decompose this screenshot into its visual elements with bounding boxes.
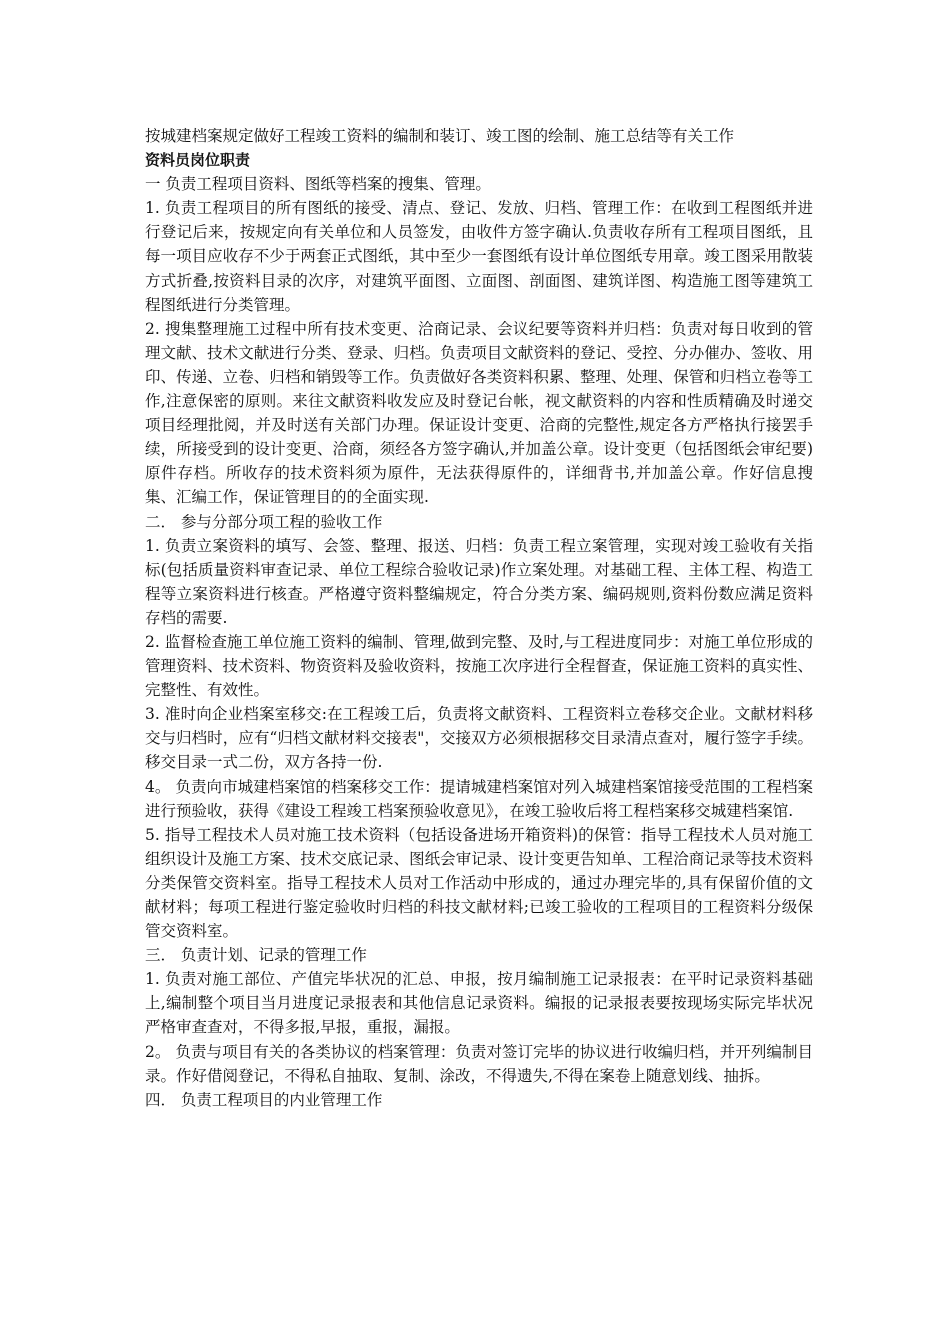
paragraph-1-1: 1. 负责工程项目的所有图纸的接受、清点、登记、发放、归档、管理工作：在收到工程图纸并进行登记后来，按规定向有关单位和人员签发，由收件方签字确认.负责收存所有工程项目图纸，且每一项目应收存不少于两套正式图纸，其中至少一套图纸有设计单位图纸专用章。竣工图采用散装方式折叠,按资料目录的次序，对建筑平面图、立面图、剖面图、建筑详图、构造施工图等建筑工程图纸进行分类管理。 [145,199,813,314]
paragraph-3-2: 2。 负责与项目有关的各类协议的档案管理：负责对签订完毕的协议进行收编归档，并开列编制目录。作好借阅登记，不得私自抽取、复制、涂改，不得遗失,不得在案卷上随意划线、抽拆。 [145,1042,813,1085]
intro-line: 按城建档案规定做好工程竣工资料的编制和装订、竣工图的绘制、施工总结等有关工作 [145,127,735,145]
document-body [145,124,813,1112]
paragraph-2-2: 2. 监督检查施工单位施工资料的编制、管理,做到完整、及时,与工程进度同步：对施工单位形成的管理资料、技术资料、物资资料及验收资料，按施工次序进行全程督查，保证施工资料的真实性、完整性、有效性。 [145,632,813,700]
section-title: 资料员岗位职责 [145,151,251,170]
section-heading-1: 一 负责工程项目资料、图纸等档案的搜集、管理。 [145,175,491,194]
paragraph-1-2: 2. 搜集整理施工过程中所有技术变更、洽商记录、会议纪要等资料并归档：负责对每日收到的管理文献、技术文献进行分类、登录、归档。负责项目文献资料的登记、受控、分办催办、签收、用印、传递、立卷、归档和销毁等工作。负责做好各类资料积累、整理、处理、保管和归档立卷等工作,注意保密的原则。来往文献资料收发应及时登记台帐，视文献资料的内容和性质精确及时递交项目经理批阅，并及时送有关部门办理。保证设计变更、洽商的完整性,规定各方严格执行接罢手续，所接受到的设计变更、洽商，须经各方签字确认,并加盖公章。设计变更（包括图纸会审纪要)原件存档。所收存的技术资料须为原件，无法获得原件的，详细背书,并加盖公章。作好信息搜集、汇编工作，保证管理目的的全面实现. [145,319,813,507]
paragraph-3-1: 1. 负责对施工部位、产值完毕状况的汇总、申报，按月编制施工记录报表：在平时记录资料基础上,编制整个项目当月进度记录报表和其他信息记录资料。编报的记录报表要按现场实际完毕状况严格审查查对，不得多报,早报，重报，漏报。 [145,970,813,1037]
paragraph-2-4: 4。 负责向市城建档案馆的档案移交工作：提请城建档案馆对列入城建档案馆接受范围的工程档案进行预验收，获得《建设工程竣工档案预验收意见》，在竣工验收后将工程档案移交城建档案馆. [145,777,813,820]
section-heading-2: 二． 参与分部分项工程的验收工作 [145,512,383,531]
section-heading-4: 四． 负责工程项目的内业管理工作 [145,1090,383,1109]
paragraph-2-5: 5. 指导工程技术人员对施工技术资料（包括设备进场开箱资料)的保管：指导工程技术人员对施工组织设计及施工方案、技术交底记录、图纸会审记录、设计变更告知单、工程洽商记录等技术资料分类保管交资料室。指导工程技术人员对工作活动中形成的，通过办理完毕的,具有保留价值的文献材料；每项工程进行鉴定验收时归档的科技文献材料;已竣工验收的工程项目的工程资料分级保管交资料室。 [145,825,813,941]
section-heading-3: 三． 负责计划、记录的管理工作 [145,946,367,965]
paragraph-2-1: 1. 负责立案资料的填写、会签、整理、报送、归档：负责工程立案管理，实现对竣工验收有关指标(包括质量资料审查记录、单位工程综合验收记录)作立案处理。对基础工程、主体工程、构造工程等立案资料进行核查。严格遵守资料整编规定，符合分类方案、编码规则,资料份数应满足资料存档的需要. [145,536,813,627]
paragraph-2-3: 3. 准时向企业档案室移交:在工程竣工后，负责将文献资料、工程资料立卷移交企业。文献材料移交与归档时，应有“归档文献材料交接表"，交接双方必须根据移交目录清点查对，履行签字手续。移交目录一式二份，双方各持一份. [145,705,813,772]
